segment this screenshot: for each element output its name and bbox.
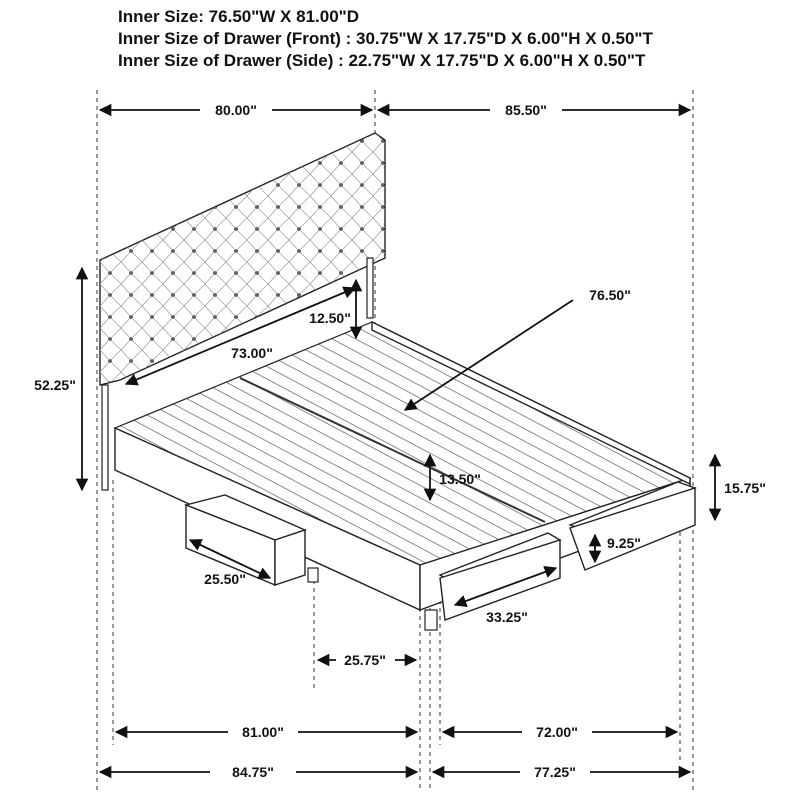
dim-overall-length: 85.50" bbox=[505, 102, 547, 118]
dim-headboard-panel-height: 12.50" bbox=[309, 310, 351, 326]
drawer-side-size-text: Inner Size of Drawer (Side) : 22.75"W X 17.75"D X 6.00"H X 0.50"T bbox=[118, 51, 646, 70]
dim-side-drawer-depth: 25.50" bbox=[204, 571, 246, 587]
dim-footboard-height: 15.75" bbox=[724, 480, 766, 496]
drawer-front-size-text: Inner Size of Drawer (Front) : 30.75"W X 17.75"D X 6.00"H X 0.50"T bbox=[118, 29, 653, 48]
dim-slat-length: 76.50" bbox=[589, 287, 631, 303]
dim-side-rail-height: 13.50" bbox=[439, 471, 481, 487]
dim-base-width: 77.25" bbox=[534, 764, 576, 780]
dim-overall-width: 80.00" bbox=[215, 102, 257, 118]
inner-size-text: Inner Size: 76.50"W X 81.00"D bbox=[118, 7, 359, 26]
dim-base-length: 84.75" bbox=[232, 764, 274, 780]
dim-front-drawer-height: 9.25" bbox=[607, 535, 641, 551]
dim-inner-length: 81.00" bbox=[242, 724, 284, 740]
dim-headboard-width: 73.00" bbox=[231, 345, 273, 361]
dim-front-drawer-width: 33.25" bbox=[486, 609, 528, 625]
dim-inner-width: 72.00" bbox=[536, 724, 578, 740]
dim-headboard-height: 52.25" bbox=[34, 377, 76, 393]
dim-leg-spacing: 25.75" bbox=[344, 652, 386, 668]
